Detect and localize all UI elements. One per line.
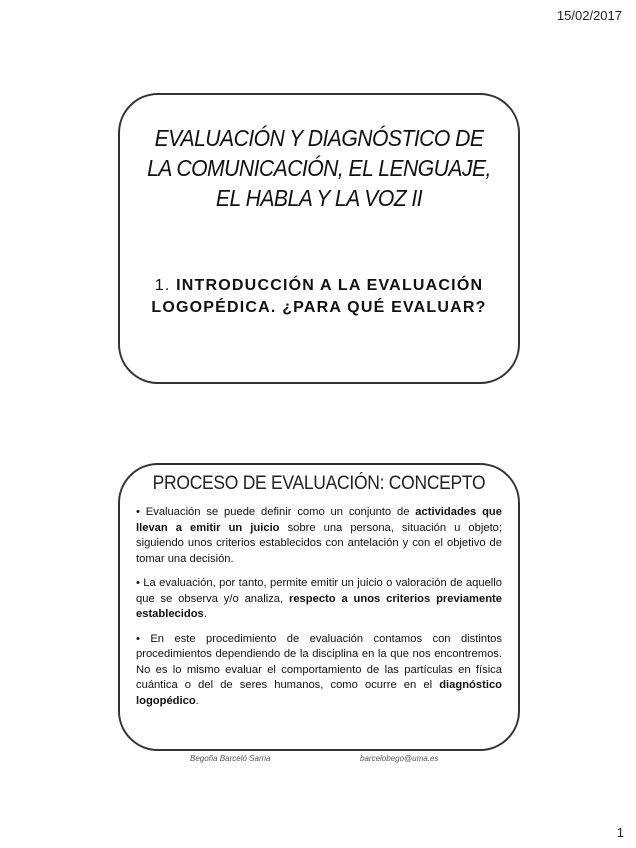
slide-subtitle [130, 275, 508, 319]
slide-body [136, 505, 502, 709]
slide-subtitle-line [130, 275, 508, 297]
slide-title [136, 123, 502, 213]
text-run: • Evaluación se puede definir como un conjunto de [136, 506, 416, 518]
slide-heading: PROCESO DE EVALUACIÓN: CONCEPTO [152, 473, 486, 494]
bullet-paragraph [136, 505, 502, 567]
bold-text-run: actividades que llevan a emitir un juicio [136, 506, 502, 534]
text-run: . [195, 694, 199, 707]
slide-title-line: LA COMUNICACIÓN, EL LENGUAJE, [147, 155, 491, 181]
title-slide [118, 93, 520, 384]
footer-email: barcelobego@uma.es [360, 754, 439, 763]
page-date: 15/02/2017 [556, 8, 622, 23]
bold-text-run: diagnóstico logopédico [136, 679, 502, 707]
bullet-paragraph [136, 576, 502, 623]
text-run: . [203, 608, 207, 620]
slide-title-line: EVALUACIÓN Y DIAGNÓSTICO DE [154, 125, 484, 151]
page-number: 1 [616, 825, 624, 840]
subtitle-number: 1. [154, 277, 171, 294]
bold-text-run: respecto a unos criterios previamente establecidos [136, 592, 502, 620]
text-run: sobre una persona, situación u objeto; siguiendo unos criterios establecidos con antelación y con el objetivo de tomar una decisión. [136, 521, 503, 565]
footer-author: Begoña Barceló Sarria [190, 754, 271, 763]
slide-title-line: EL HABLA Y LA VOZ II [215, 185, 423, 211]
slide-subtitle-line: LOGOPÉDICA. ¿PARA QUÉ EVALUAR? [151, 299, 487, 316]
subtitle-text: INTRODUCCIÓN A LA EVALUACIÓN [176, 277, 484, 294]
concept-slide [118, 463, 520, 751]
bullet-paragraph [136, 632, 502, 710]
text-run: • En este procedimiento de evaluación contamos con distintos procedimientos dependiendo de la disciplina en la que nos encontremos. No es lo mismo evaluar el comportamiento de las partículas en física cuántica o del de seres humanos, como ocurre en el [136, 632, 502, 691]
text-run: • La evaluación, por tanto, permite emitir un juicio o valoración de aquello que se observa y/o analiza, [136, 577, 502, 605]
